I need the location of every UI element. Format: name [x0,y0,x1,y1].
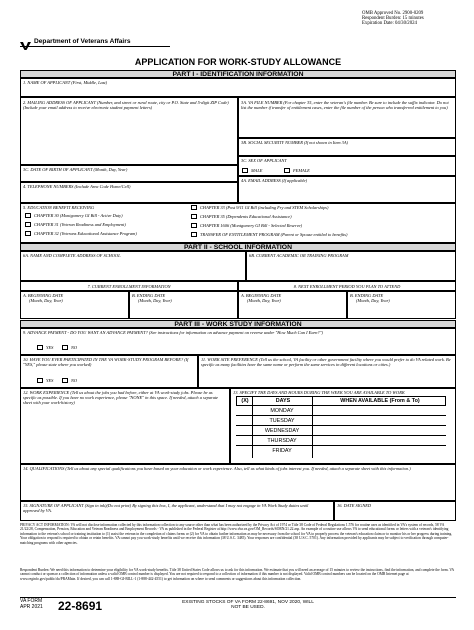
sex-label: 3C. SEX OF APPLICANT [241,158,287,163]
va-file-number-field[interactable] [238,97,456,138]
advance-yes-checkbox[interactable] [37,345,43,350]
ssn-field[interactable] [238,138,456,156]
ch33-label: CHAPTER 33 (Post 9/11 GI Bill (including Fry and STEM Scholarships) [200,205,329,210]
day-name: TUESDAY [269,418,295,424]
signature-field[interactable] [20,501,334,521]
advance-no-checkbox[interactable] [62,345,68,350]
omb-burden: Respondent Burden: 15 minutes [362,16,424,22]
advance-no-label: NO [71,345,78,350]
col-days: DAYS [275,398,291,404]
next-enrollment-label: 8. NEXT ENROLLMENT PERIOD YOU PLAN TO ATTEND [293,284,401,289]
current-enrollment-header [20,281,238,291]
footer-va-form: VA FORM [20,598,43,604]
next-end-mdy: (Month, Day, Year) [356,298,390,303]
name-field[interactable] [20,78,456,97]
phone-field[interactable] [20,182,238,203]
day-row-thursday[interactable] [236,436,446,446]
ch31-label: CHAPTER 31 (Veteran Readiness and Employment) [34,222,126,227]
part2-header: PART II - SCHOOL INFORMATION [20,243,456,251]
advance-yes-label: YES [46,345,54,350]
qualifications-label: 14. QUALIFICATIONS (Tell us about any special qualifications you have based on your education or work experience. Also, tell us what kinds of jobs interest you. If needed, attach a separate sheet with this information.) [23,466,411,471]
day-name: MONDAY [270,408,294,414]
agency-name: Department of Veterans Affairs [34,38,131,45]
current-begin-mdy: (Month, Day, Year) [29,298,63,303]
day-row-monday[interactable] [236,406,446,416]
benefit-label: 5. EDUCATION BENEFIT RECEIVING [23,205,95,210]
ch33-checkbox[interactable] [191,205,197,210]
day-row-friday[interactable] [236,446,446,456]
dob-field[interactable] [20,165,238,182]
tea-label: TRANSFER OF ENTITLEMENT PROGRAM (Parent or Spouse entitled to benefits) [200,232,348,237]
footer-date: APR 2021 [20,604,43,610]
school-name-field[interactable] [20,251,246,281]
availability-table-header [236,396,446,406]
respondent-burden-text: Respondent Burden: We need this information to determine your eligibility for VA work-study benefits. Title 38 United States Code allows us to ask for this information. We estimate that you will need an average of 15 minutes to review the instructions, find the information, and complete the form. VA cannot conduct or sponsor a collection of information unless a valid OMB control number is displayed. You are not required to respond to a collection of information if this number is not displayed. Valid OMB control numbers can be located on the OMB Internet page at www.reginfo.gov/public/do/PRAMain. If desired, you can call 1-888-GI-BILL-1 (1-888-442-4551) to get information on where to send comments or suggestions about this information collection. [20,568,454,581]
current-end-mdy: (Month, Day, Year) [138,298,172,303]
footer-note: EXISTING STOCKS OF VA FORM 22-8691, NOV 2020, WILL NOT BE USED. [182,600,314,611]
next-end-label: B. ENDING DATE [350,293,384,298]
current-begin-date-field[interactable] [20,291,129,319]
day-row-tuesday[interactable] [236,416,446,426]
next-begin-mdy: (Month, Day, Year) [247,298,281,303]
va-seal-icon [20,37,31,46]
footer-form-number: 22-8691 [58,599,103,613]
next-begin-date-field[interactable] [238,291,347,319]
phone-label: 4. TELEPHONE NUMBERS (Include Area Code Home/Cell) [23,184,131,189]
email-field[interactable] [238,176,456,203]
qualifications-field[interactable] [20,464,456,501]
education-benefit-section [20,203,456,243]
program-label: 6B. CURRENT ACADEMIC OR TRAINING PROGRAM [249,253,349,258]
ch30-checkbox[interactable] [25,213,31,218]
day-name: FRIDAY [272,448,292,454]
ch30-label: CHAPTER 30 (Montgomery GI Bill - Active Duty) [34,213,123,218]
prior-yes-checkbox[interactable] [37,378,43,383]
name-label: 1. NAME OF APPLICANT (First, Middle, Last) [23,80,108,85]
prior-no-label: NO [71,378,78,383]
ch1606-label: CHAPTER 1606 (Montgomery GI Bill - Selected Reserve) [200,223,303,228]
prior-participation-section [20,355,198,388]
academic-program-field[interactable] [246,251,456,281]
col-when: WHEN AVAILABLE (From & To) [340,398,420,404]
prior-no-checkbox[interactable] [62,378,68,383]
ch1606-checkbox[interactable] [191,223,197,228]
current-enrollment-label: 7. CURRENT ENROLLMENT INFORMATION [87,284,171,289]
male-checkbox[interactable] [242,168,248,173]
prior-yes-label: YES [46,378,54,383]
tea-checkbox[interactable] [191,232,197,237]
male-label: MALE [251,168,263,173]
advance-payment-label: 9. ADVANCE PAYMENT - DO YOU WANT AN ADVANCE PAYMENT? (See instructions for information on advance payment on reverse under "How Much Can I Earn?") [23,330,323,335]
ssn-label: 3B. SOCIAL SECURITY NUMBER (If not shown in Item 3A) [241,140,348,145]
day-name: WEDNESDAY [264,428,300,434]
col-x: (X) [241,398,249,404]
part3-header: PART III - WORK STUDY INFORMATION [20,320,456,328]
form-title: APPLICATION FOR WORK-STUDY ALLOWANCE [134,57,342,67]
va-file-label: 3A. VA FILE NUMBER (For chapter 35, enter the veteran's file number. Be sure to include the suffix indicator. Do not list the number if transfer of entitlement cases, enter the file number of the person who transferred entitlement to you) [241,100,449,111]
next-begin-label: A. BEGINNING DATE [241,293,282,298]
address-field[interactable] [20,97,238,165]
date-signed-field[interactable] [334,501,456,521]
sex-field [238,156,456,176]
part1-header: PART I - IDENTIFICATION INFORMATION [20,70,456,78]
work-experience-field[interactable] [20,388,230,464]
work-site-preference-field[interactable] [198,355,456,388]
privacy-act-text: PRIVACY ACT INFORMATION: VA will not disclose information collected by this information collection to any source other than what has been authorized by the Privacy Act of 1974 or Title 38 Code of Federal Regulations 1.576 for routine uses as identified in VA's system of records, 58 VA 21/22/28, Compensation, Pension, Education and Veteran Readiness and Employment Records - VA as published in the Federal Register at http://www.vba.va.gov/OM_Records/SORN/21.22.asp. An example of a routine use allows VA to send educational forms or letters with a veteran's identifying information to the veteran's school or training institution to (1) assist the veteran in the completion of claims forms or (2) for VA to obtain further information as may be necessary from the school for VA to properly process the veteran's education claim or to monitor his or her progress during training. Your obligation to respond is required to obtain or retain benefits. VA cannot pay you work-study benefits until we receive this information (38 U.S.C. 3485). Your responses are confidential (38 U.S.C. 5701). Any information provided by applicants may be subject to verification through computer-matching programs with other agencies. [20,523,453,545]
ch32-label: CHAPTER 32 (Veterans Educational Assistance Program) [34,231,137,236]
current-end-label: B. ENDING DATE [132,293,166,298]
school-label: 6A. NAME AND COMPLETE ADDRESS OF SCHOOL [23,253,121,258]
agency-header [20,37,170,47]
signature-label: 15. SIGNATURE OF APPLICANT (Sign in ink)(Do not print) By signing this box, I, the applicant, understand that I may not engage in VA Work Study duties until approved by VA. [23,503,309,514]
address-label: 2. MAILING ADDRESS OF APPLICANT (Number, and street or rural route, city or P.O. State and 5-digit ZIP Code) (Include your email address to receive electronic student payment letters) [23,100,229,111]
day-row-wednesday[interactable] [236,426,446,436]
dob-label: 3C. DATE OF BIRTH OF APPLICANT (Month, Day, Year) [23,167,128,172]
next-end-date-field[interactable] [347,291,456,319]
ch35-label: CHAPTER 35 (Dependents Educational Assistance) [200,214,292,219]
availability-label: 13. SPECIFY THE DAYS AND HOURS DURING THE WEEK YOU ARE AVAILABLE TO WORK [233,390,405,395]
advance-payment-section [20,328,456,355]
work-site-label: 11. WORK SITE PREFERENCE (Tell us the school, VA facility or other government facility where you would prefer to do VA related work. Be specific as many facilities have the same name or perform the same services in different locations or cities.) [201,357,451,368]
ch31-checkbox[interactable] [25,222,31,227]
omb-expiration: Expiration Date: 04/30/2024 [362,21,417,27]
female-checkbox[interactable] [284,168,290,173]
next-enrollment-header [238,281,456,291]
email-label: 4A. EMAIL ADDRESS (If applicable) [241,178,308,183]
prior-participation-label: 10. HAVE YOU EVER PARTICIPATED IN THE VA WORK-STUDY PROGRAM BEFORE? (If "YES," please state where you worked) [23,357,189,368]
current-end-date-field[interactable] [129,291,238,319]
date-signed-label: 16. DATE SIGNED [337,503,372,508]
female-label: FEMALE [293,168,310,173]
current-begin-label: A. BEGINNING DATE [23,293,64,298]
ch35-checkbox[interactable] [191,214,197,219]
work-experience-label: 12. WORK EXPERIENCE (Tell us about the jobs you had before, either at VA work-study jobs. Please be as specific as possible. If you have no work experience, please "NONE" in this space. If needed, attach a separate sheet with your work-history) [23,390,219,406]
ch32-checkbox[interactable] [25,231,31,236]
omb-block [362,11,462,27]
day-name: THURSDAY [267,438,297,444]
omb-number: OMB Approved No. 2900-0209 [362,11,424,16]
